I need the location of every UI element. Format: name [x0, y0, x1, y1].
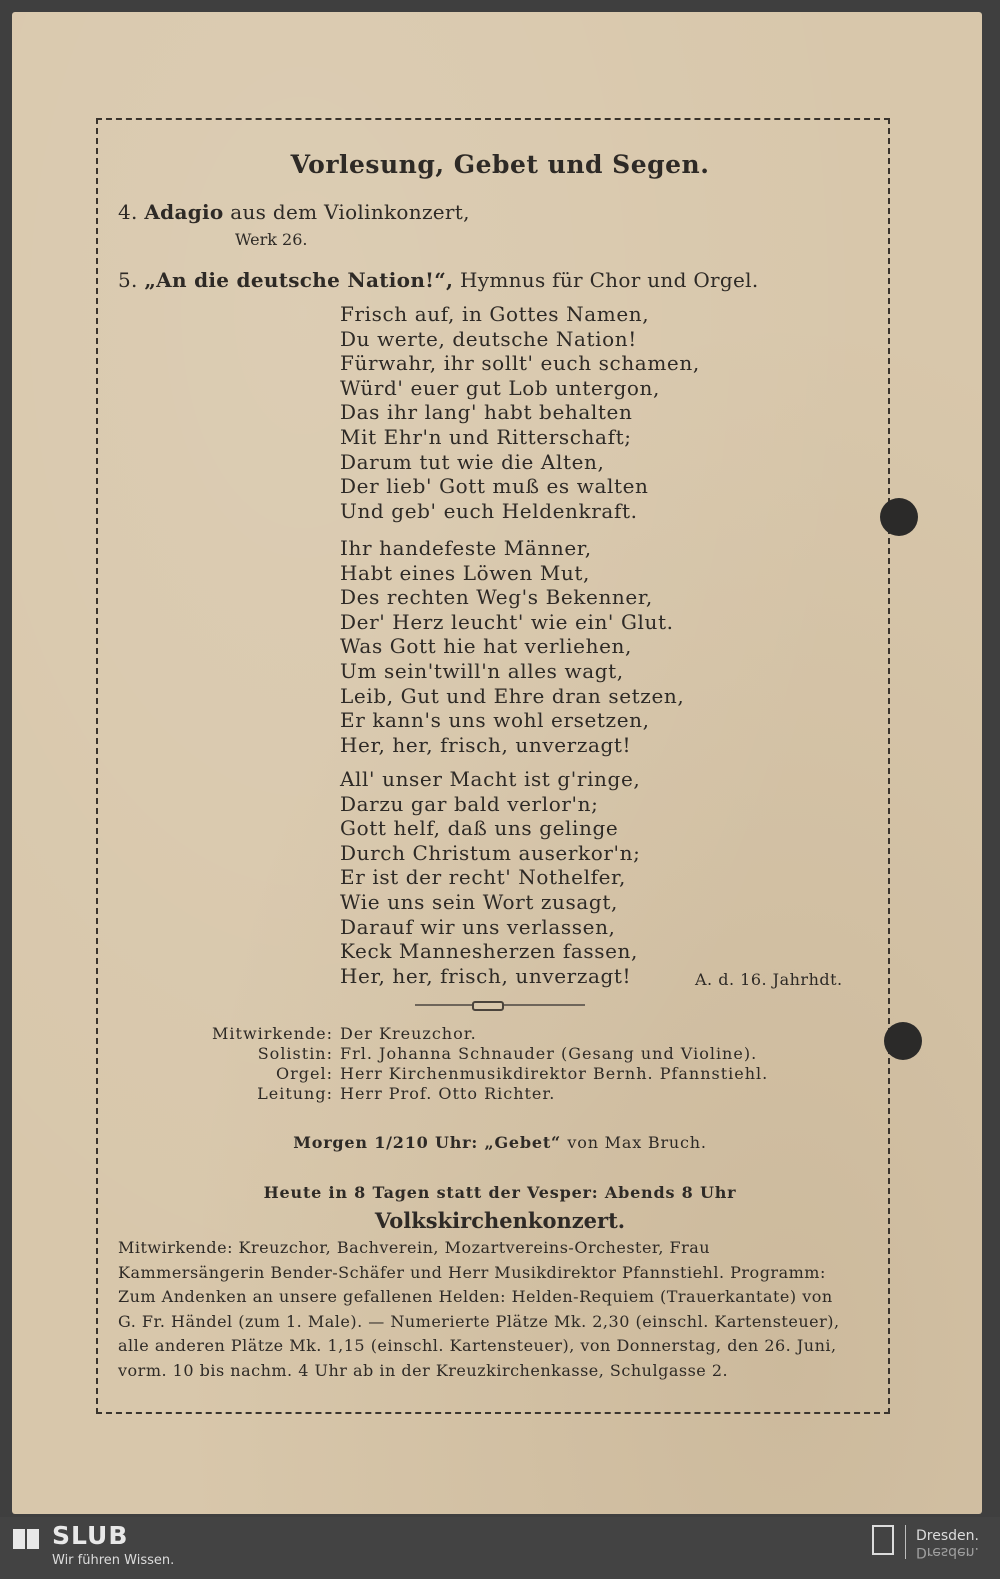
- credit-label: Solistin:: [257, 1044, 333, 1063]
- footer-separator: [905, 1525, 906, 1559]
- poem-line: Durch Christum auserkor'n;: [340, 840, 641, 865]
- announcement-text: G. Fr. Händel (zum 1. Male). — Numerierte Plätze Mk. 2,30 (einschl. Kartensteuer),: [118, 1311, 840, 1331]
- announcement-line: [118, 1236, 870, 1261]
- announcement-line: [118, 1334, 870, 1359]
- credit-label: Leitung:: [257, 1084, 333, 1103]
- tomorrow-composer: von Max Bruch.: [567, 1133, 707, 1152]
- credit-value: Der Kreuzchor.: [340, 1024, 477, 1043]
- credit-label: Orgel:: [276, 1064, 333, 1083]
- punch-hole-bottom: [884, 1022, 922, 1060]
- footer-slogan: Wir führen Wissen.: [52, 1553, 175, 1568]
- poem-line: Würd' euer gut Lob untergon,: [340, 375, 660, 400]
- announcement-line: [118, 1261, 870, 1286]
- announcement-text: Mitwirkende: Kreuzchor, Bachverein, Mozartvereins-Orchester, Frau: [118, 1238, 711, 1257]
- poem-line: All' unser Macht ist g'ringe,: [340, 767, 641, 791]
- announcement-text: Kammersängerin Bender-Schäfer und Herr Musikdirektor Pfannstiehl. Programm:: [118, 1262, 826, 1282]
- poem-line: Her, her, frisch, unverzagt!: [340, 963, 632, 988]
- poem-stanza-1: [340, 302, 700, 523]
- poem-line: Um sein'twill'n alles wagt,: [340, 658, 624, 683]
- dresden-label-reflection: Dresden.: [916, 1544, 979, 1560]
- poem-line: Darzu gar bald verlor'n;: [340, 791, 599, 816]
- tomorrow-announcement: [0, 1133, 1000, 1152]
- announcement-line: [118, 1359, 870, 1384]
- program-item-5: [118, 268, 759, 292]
- poem-line: Du werte, deutsche Nation!: [340, 326, 637, 351]
- announcement-paragraph: [118, 1236, 870, 1384]
- item-title: „An die deutsche Nation!“,: [144, 268, 454, 292]
- poem-line: Wie uns sein Wort zusagt,: [340, 889, 618, 914]
- dresden-label: Dresden.: [916, 1528, 979, 1544]
- poem-line: Mit Ehr'n und Ritterschaft;: [340, 424, 632, 449]
- poem-line: Das ihr lang' habt behalten: [340, 400, 633, 425]
- dresden-crest-icon: [872, 1525, 894, 1555]
- poem-attribution: A. d. 16. Jahrhdt.: [695, 970, 843, 989]
- credit-value: Herr Kirchenmusikdirektor Bernh. Pfannstiehl.: [340, 1064, 769, 1083]
- announcement-heading: Volkskirchenkonzert.: [374, 1208, 626, 1233]
- item-title: Adagio: [144, 200, 224, 224]
- footer-bar: [0, 1517, 1000, 1579]
- item-number: 4.: [118, 200, 138, 224]
- poem-line: Her, her, frisch, unverzagt!: [340, 732, 632, 757]
- page-title: Vorlesung, Gebet und Segen.: [290, 150, 710, 179]
- item-description: Hymnus für Chor und Orgel.: [459, 268, 759, 292]
- announcement-text: alle anderen Plätze Mk. 1,15 (einschl. Kartensteuer), von Donnerstag, den 26. Juni,: [118, 1336, 837, 1356]
- credit-value: Frl. Johanna Schnauder (Gesang und Violine).: [340, 1044, 758, 1063]
- slub-logo-icon: [12, 1525, 40, 1553]
- announcement-line: [118, 1285, 870, 1310]
- poem-line: Keck Mannesherzen fassen,: [340, 939, 638, 964]
- announcement-line: [118, 1310, 870, 1335]
- poem-stanza-2: [340, 536, 684, 757]
- item-number: 5.: [118, 268, 138, 292]
- program-item-4: [118, 200, 470, 224]
- poem-line: Darauf wir uns verlassen,: [340, 914, 616, 939]
- announcement-text: Zum Andenken an unsere gefallenen Helden: Helden-Requiem (Trauerkantate) von: [118, 1287, 833, 1307]
- poem-line: Und geb' euch Heldenkraft.: [340, 498, 638, 523]
- poem-line: Was Gott hie hat verliehen,: [340, 634, 632, 659]
- poem-line: Fürwahr, ihr sollt' euch schamen,: [340, 351, 700, 376]
- poem-line: Frisch auf, in Gottes Namen,: [340, 302, 650, 326]
- divider-ornament: [472, 1001, 504, 1011]
- punch-hole-top: [880, 498, 918, 536]
- poem-line: Leib, Gut und Ehre dran setzen,: [340, 683, 685, 708]
- poem-line: Der' Herz leucht' wie ein' Glut.: [340, 609, 674, 634]
- poem-line: Er ist der recht' Nothelfer,: [340, 865, 626, 890]
- footer-brand: SLUB: [52, 1521, 129, 1550]
- poem-line: Der lieb' Gott muß es walten: [340, 474, 649, 499]
- tomorrow-text: Morgen 1/210 Uhr: „Gebet“: [293, 1133, 562, 1152]
- poem-line: Des rechten Weg's Bekenner,: [340, 585, 653, 610]
- poem-stanza-3: [340, 767, 640, 988]
- poem-line: Darum tut wie die Alten,: [340, 449, 605, 474]
- item-4-opus: Werk 26.: [235, 230, 308, 249]
- announcement-text: vorm. 10 bis nachm. 4 Uhr ab in der Kreuzkirchenkasse, Schulgasse 2.: [118, 1360, 729, 1380]
- poem-line: Er kann's uns wohl ersetzen,: [340, 708, 650, 733]
- poem-line: Gott helf, daß uns gelinge: [340, 816, 619, 841]
- item-description: aus dem Violinkonzert,: [230, 200, 470, 224]
- poem-line: Habt eines Löwen Mut,: [340, 560, 591, 585]
- credit-label: Mitwirkende:: [212, 1024, 333, 1043]
- dresden-logo: [916, 1529, 979, 1559]
- announcement-line: Heute in 8 Tagen statt der Vesper: Abends 8 Uhr: [263, 1183, 737, 1202]
- credit-value: Herr Prof. Otto Richter.: [340, 1084, 556, 1103]
- poem-line: Ihr handefeste Männer,: [340, 536, 592, 560]
